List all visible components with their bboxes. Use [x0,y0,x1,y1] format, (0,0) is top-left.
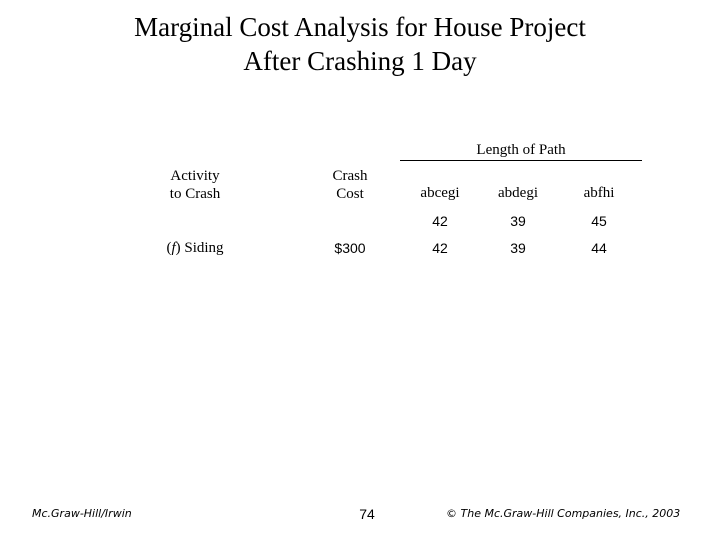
page-number: 74 [359,506,375,522]
slide-title [0,10,720,78]
row1-abdegi: 39 [510,213,526,229]
cost-header-line-1: Crash [332,168,368,184]
row2-cost: $300 [334,240,366,256]
activity-header-line-2: to Crash [169,186,221,202]
group-header-underline [400,160,642,161]
row1-abfhi: 45 [591,213,607,229]
cost-header-line-2: Cost [336,186,364,202]
row2-abcegi: 42 [432,240,448,256]
crash-cost-column-header [315,167,385,203]
row2-abdegi: 39 [510,240,526,256]
row2-abfhi: 44 [591,240,607,256]
title-line-2: After Crashing 1 Day [243,46,477,76]
path-length-group-header: Length of Path [476,142,566,158]
row2-activity: (f) Siding [166,240,224,256]
row1-abcegi: 42 [432,213,448,229]
activity-header-line-1: Activity [170,168,220,184]
path-header-abfhi: abfhi [583,185,615,201]
footer-copyright: © The Mc.Graw-Hill Companies, Inc., 2003 [446,507,681,520]
title-line-1: Marginal Cost Analysis for House Project [134,12,586,42]
path-header-abdegi: abdegi [498,185,538,201]
path-header-abcegi: abcegi [420,185,460,201]
activity-column-header [150,167,240,203]
footer-publisher: Mc.Graw-Hill/Irwin [32,507,132,520]
